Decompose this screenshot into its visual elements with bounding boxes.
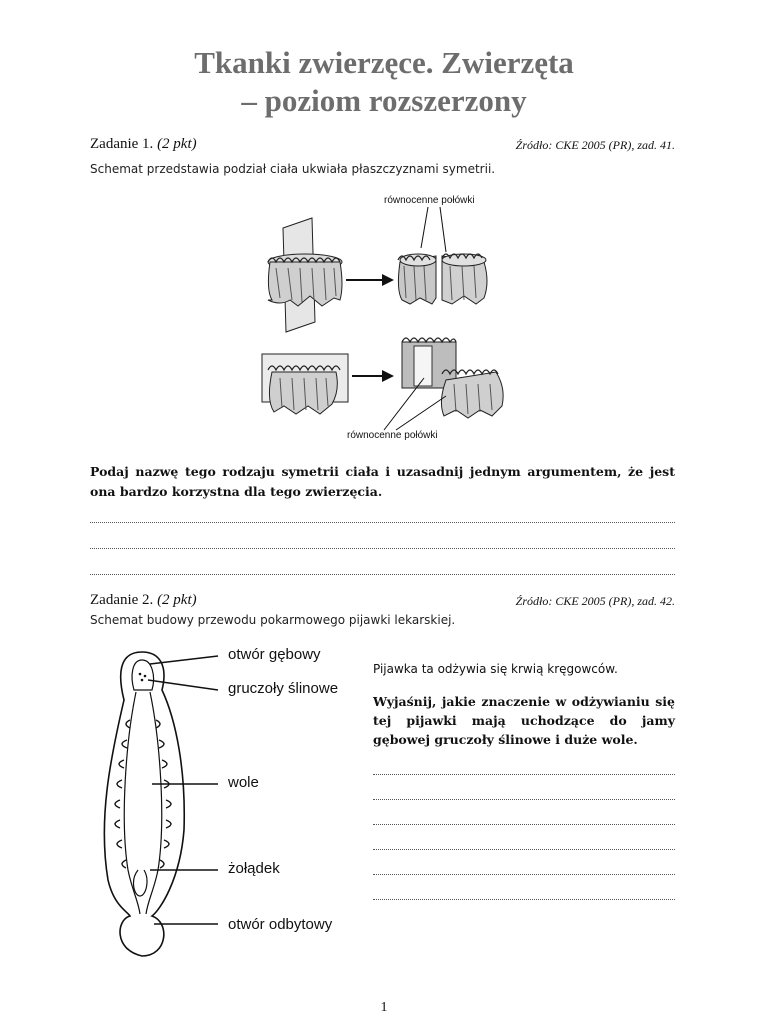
task-2-label: Zadanie 2. xyxy=(90,592,154,608)
figure-label-top: równocenne połówki xyxy=(384,195,475,206)
task-1-intro: Schemat przedstawia podział ciała ukwiała płaszczyznami symetrii. xyxy=(90,162,496,176)
title-line-2: – poziom rozszerzony xyxy=(241,83,527,118)
figure-label-bottom: równocenne połówki xyxy=(347,430,438,441)
task-2-answer-line[interactable] xyxy=(373,874,675,875)
label-salivary-glands: gruczoły ślinowe xyxy=(228,680,339,697)
task-2-answer-line[interactable] xyxy=(373,849,675,850)
task-2-source: Źródło: CKE 2005 (PR), zad. 42. xyxy=(515,594,675,608)
task-1-question: Podaj nazwę tego rodzaju symetrii ciała i uzasadnij jednym argumentem, że jest ona bardzo korzystna dla tego zwierzęcia. xyxy=(90,464,675,499)
task-2-points: (2 pkt) xyxy=(157,592,197,608)
task-2-answer-line[interactable] xyxy=(373,774,675,775)
title-line-1: Tkanki zwierzęce. Zwierzęta xyxy=(194,45,574,80)
label-mouth: otwór gębowy xyxy=(228,646,321,663)
task-1-points: (2 pkt) xyxy=(157,136,197,152)
task-2-side-text: Pijawka ta odżywia się krwią kręgowców. xyxy=(373,662,618,676)
task-2-answer-line[interactable] xyxy=(373,799,675,800)
page-number: 1 xyxy=(380,1000,388,1015)
task-1-source: Źródło: CKE 2005 (PR), zad. 41. xyxy=(515,138,675,152)
task-2-question: Wyjaśnij, jakie znaczenie w odżywianiu się tej pijawki mają uchodzące do jamy gębowej gruczoły ślinowe i duże wole. xyxy=(373,694,675,747)
task-2-intro: Schemat budowy przewodu pokarmowego pijawki lekarskiej. xyxy=(90,613,456,627)
label-anus: otwór odbytowy xyxy=(228,916,333,933)
label-crop: wole xyxy=(228,774,259,791)
task-2-answer-line[interactable] xyxy=(373,824,675,825)
task-2-answer-line[interactable] xyxy=(373,899,675,900)
label-stomach: żołądek xyxy=(228,860,280,877)
task-1-label: Zadanie 1. xyxy=(90,136,154,152)
